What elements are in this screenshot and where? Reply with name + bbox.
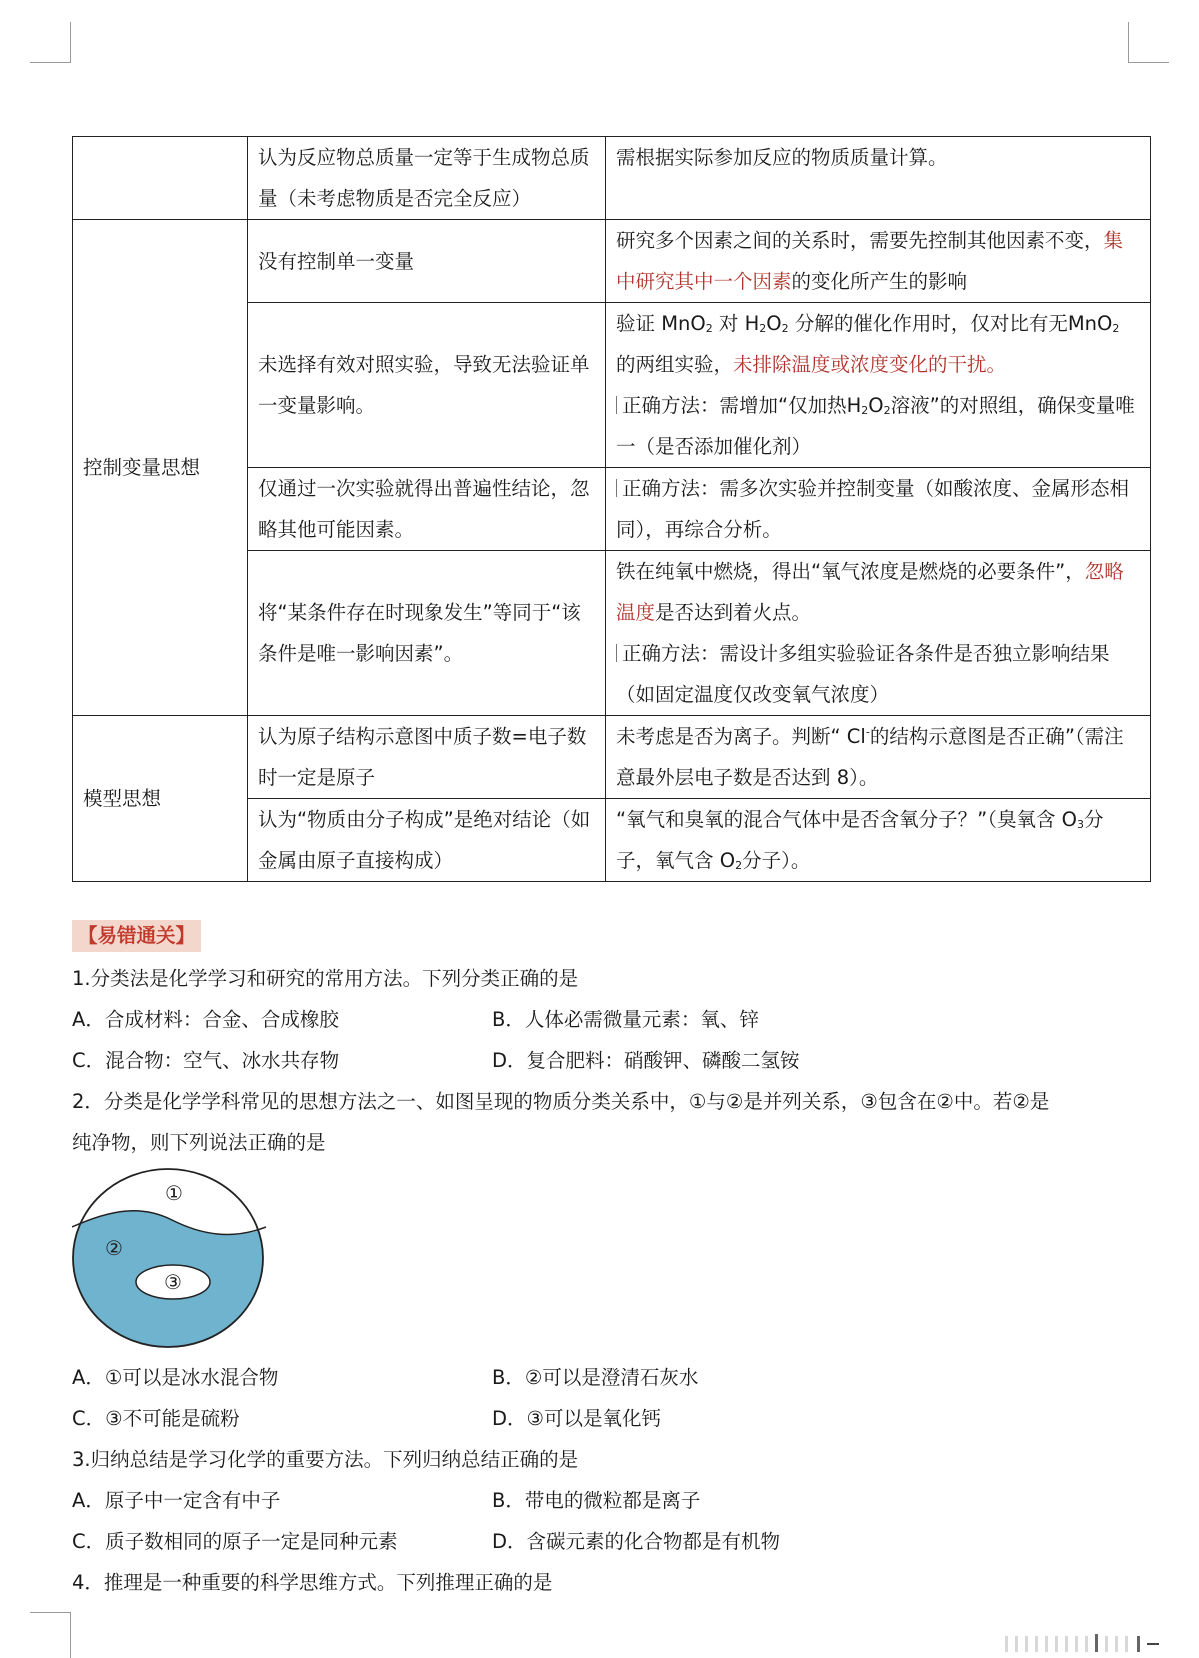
misconception-table — [72, 136, 1151, 882]
classification-diagram — [72, 1165, 1152, 1351]
correction-cell: 正确方法：需多次实验并控制变量（如酸浓度、金属形态相同），再综合分析。 — [606, 468, 1151, 551]
table-row — [73, 716, 1151, 799]
venn-figure — [72, 1165, 272, 1351]
option-a: A．原子中一定含有中子 — [72, 1489, 281, 1512]
option-b: B．②可以是澄清石灰水 — [492, 1366, 699, 1389]
correction-cell: 需根据实际参加反应的物质质量计算。 — [606, 137, 1151, 220]
cursor-bar — [616, 644, 617, 662]
cursor-bar — [616, 479, 617, 497]
option-c: C．③不可能是硫粉 — [72, 1407, 240, 1430]
correction-cell: 研究多个因素之间的关系时，需要先控制其他因素不变，集中研究其中一个因素的变化所产生的影响 — [606, 220, 1151, 303]
question-stem: 4．推理是一种重要的科学思维方式。下列推理正确的是 — [72, 1571, 553, 1594]
correction-cell: 未考虑是否为离子。判断“ Cl-的结构示意图是否正确”（需注意最外层电子数是否达到 8）。 — [606, 716, 1151, 799]
error-cell: 未选择有效对照实验，导致无法验证单一变量影响。 — [248, 303, 606, 468]
region-3-label: ③ — [164, 1270, 182, 1294]
category-cell: 模型思想 — [73, 716, 248, 882]
crop-mark-top-right — [1128, 22, 1169, 63]
question-stem-continued: 纯净物，则下列说法正确的是 — [72, 1131, 326, 1154]
option-d: D．复合肥料：硝酸钾、磷酸二氢铵 — [492, 1049, 800, 1072]
option-d: D．含碳元素的化合物都是有机物 — [492, 1530, 781, 1553]
crop-mark-bottom-left — [30, 1612, 71, 1658]
page-scroll-indicator[interactable] — [1005, 1634, 1160, 1654]
error-cell: 没有控制单一变量 — [248, 220, 606, 303]
option-b: B．人体必需微量元素：氧、锌 — [492, 1008, 759, 1031]
cursor-bar — [616, 396, 617, 414]
error-cell: 认为反应物总质量一定等于生成物总质量（未考虑物质是否完全反应） — [248, 137, 606, 220]
question-stem: 1.分类法是化学学习和研究的常用方法。下列分类正确的是 — [72, 967, 579, 990]
option-a: A．合成材料：合金、合成橡胶 — [72, 1008, 339, 1031]
table-row — [73, 220, 1151, 303]
option-c: C．质子数相同的原子一定是同种元素 — [72, 1530, 398, 1553]
question-stem: 2．分类是化学学科常见的思想方法之一、如图呈现的物质分类关系中，①与②是并列关系，③包含在②中。若②是 — [72, 1090, 1050, 1113]
option-b: B．带电的微粒都是离子 — [492, 1489, 701, 1512]
highlight-text: 未排除温度或浓度变化的干扰。 — [733, 353, 1007, 376]
option-a: A．①可以是冰水混合物 — [72, 1366, 279, 1389]
correction-cell: “氧气和臭氧的混合气体中是否含氧分子？”（臭氧含 $O_3$分子，氧气含 $O_2$分子）。 — [606, 799, 1151, 882]
options-row — [72, 1480, 1152, 1521]
highlight-text: 忽略温度 — [616, 560, 1124, 624]
correction-cell: 验证 MnO$_2$ 对 $H_2O_2$ 分解的催化作用时，仅对比有无MnO$_2$ 的两组实验，未排除温度或浓度变化的干扰。 正确方法：需增加“仅加热$H_2O_2$溶液”的对照组，确保变量唯一（是否添加催化剂） — [606, 303, 1151, 468]
options-row — [72, 1040, 1152, 1081]
region-2-label: ② — [105, 1236, 123, 1260]
category-cell: 控制变量思想 — [73, 220, 248, 716]
section-title: 【易错通关】 — [72, 920, 201, 952]
table-row — [73, 137, 1151, 220]
option-d: D．③可以是氧化钙 — [492, 1407, 661, 1430]
error-cell: 仅通过一次实验就得出普遍性结论，忽略其他可能因素。 — [248, 468, 606, 551]
error-cell: 认为原子结构示意图中质子数=电子数时一定是原子 — [248, 716, 606, 799]
options-row — [72, 1521, 1152, 1562]
question-stem: 3.归纳总结是学习化学的重要方法。下列归纳总结正确的是 — [72, 1448, 579, 1471]
error-cell: 认为“物质由分子构成”是绝对结论（如金属由原子直接构成） — [248, 799, 606, 882]
options-row — [72, 1398, 1152, 1439]
highlight-text: 集中研究其中一个因素 — [616, 229, 1124, 293]
options-row — [72, 999, 1152, 1040]
exercise-section — [72, 920, 1152, 1603]
option-c: C．混合物：空气、冰水共存物 — [72, 1049, 340, 1072]
region-1-label: ① — [165, 1181, 183, 1205]
crop-mark-top-left — [30, 22, 71, 63]
category-cell — [73, 137, 248, 220]
correction-cell: 铁在纯氧中燃烧，得出“氧气浓度是燃烧的必要条件”，忽略温度是否达到着火点。 正确方法：需设计多组实验验证各条件是否独立影响结果（如固定温度仅改变氧气浓度） — [606, 551, 1151, 716]
error-cell: 将“某条件存在时现象发生”等同于“该条件是唯一影响因素”。 — [248, 551, 606, 716]
options-row — [72, 1357, 1152, 1398]
